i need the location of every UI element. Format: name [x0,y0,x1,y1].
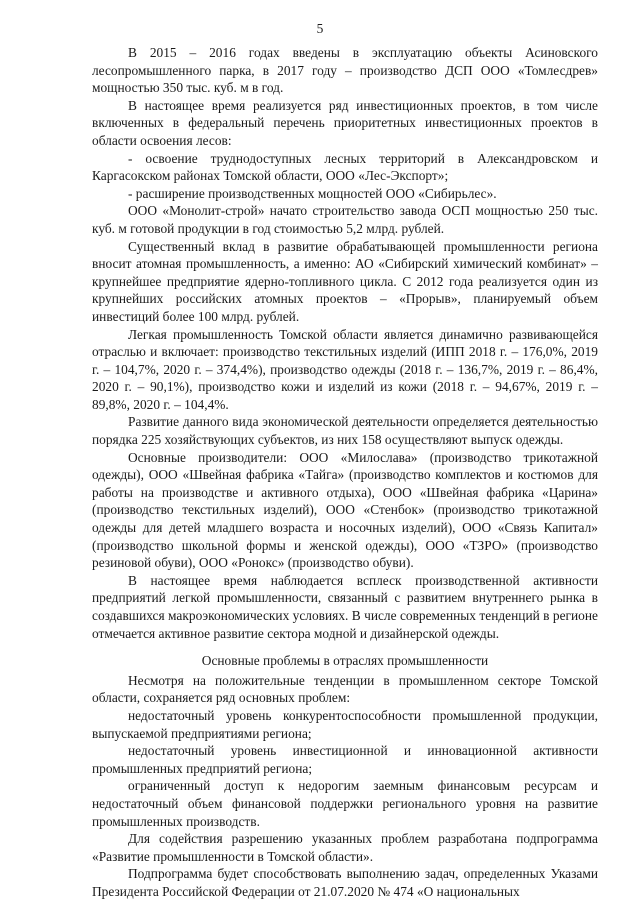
paragraph-presidential-decrees: Подпрограмма будет способствовать выполнению задач, определенных Указами Президента Российской Федерации от 21.07.2020 № 474 «О национальных [92,866,598,899]
list-item-les-export: - освоение труднодоступных лесных территорий в Александровском и Каргасокском районах Томской области, ООО «Лес-Экспорт»; [92,150,598,184]
paragraph-investment-projects: В настоящее время реализуется ряд инвестиционных проектов, в том числе включенных в федеральный перечень приоритетных инвестиционных проектов в области освоения лесов: [92,97,598,148]
document-body [92,44,598,901]
problem-competitiveness: недостаточный уровень конкурентоспособности промышленной продукции, выпускаемой предприятиями региона; [92,707,598,741]
paragraph-light-industry: Легкая промышленность Томской области является динамично развивающейся отраслью и включает: производство текстильных изделий (ИПП 2018 г. – 176,0%, 2019 г. – 104,7%, 2020 г. – 374,4%), производство одежды (2018 г. – 136,7%, 2019 г. – 86,4%, 2020 г. – 90,1%), производство кожи и изделий из кожи (2018 г. – 94,67%, 2019 г. – 89,8%, 2020 г. – 104,4%. [92,326,598,412]
paragraph-activity-surge: В настоящее время наблюдается всплеск производственной активности предприятий легкой промышленности, связанный с развитием внутреннего рынка в создавшихся макроэкономических условиях. В числе современных тенденций в регионе отмечается активное развитие сектора модной и дизайнерской одежды. [92,572,598,641]
section-heading: Основные проблемы в отраслях промышленности [201,653,489,669]
paragraph-atomic-industry: Существенный вклад в развитие обрабатывающей промышленности региона вносит атомная промышленность, а именно: АО «Сибирский химический комбинат» – крупнейшее предприятие ядерно-топливного цикла. С 2012 года реализуется один из крупнейших российских атомных проектов – «Прорыв», планируемый объем инвестиций более 100 млрд. рублей. [92,238,598,324]
paragraph-main-producers: Основные производители: ООО «Милослава» (производство трикотажной одежды), ООО «Швейная фабрика «Тайга» (производство комплектов и костюмов для работы на производстве и активного отдыха), ООО «Швейная фабрика «Царина» (производство текстильных изделий), ООО «Стенбок» (производство трикотажной одежды для детей младшего возраста и носочных изделий), ООО «Связь Капитал» (производство школьной формы и женской одежды), ООО «ТЗРО» (производство резиновой обуви), ООО «Ронокс» (производство обуви). [92,449,598,571]
list-item-sibirles: - расширение производственных мощностей ООО «Сибирьлес». [128,185,497,201]
problem-financing-access: ограниченный доступ к недорогим заемным финансовым ресурсам и недостаточный объем финансовой поддержки регионального уровня на развитие промышленных производств. [92,778,598,829]
paragraph-subprogram: Для содействия разрешению указанных проблем разработана подпрограмма «Развитие промышленности в Томской области». [92,831,598,864]
paragraph-monolit-stroy: ООО «Монолит-строй» начато строительство завода ОСП мощностью 250 тыс. куб. м готовой продукции в год стоимостью 5,2 млрд. рублей. [92,203,598,236]
paragraph-problems-intro: Несмотря на положительные тенденции в промышленном секторе Томской области, сохраняется ряд основных проблем: [92,672,598,706]
problem-investment-activity: недостаточный уровень инвестиционной и инновационной активности промышленных предприятий региона; [92,743,598,776]
paragraph-business-entities: Развитие данного вида экономической деятельности определяется деятельностью порядка 225 хозяйствующих субъектов, из них 158 осуществляют выпуск одежды. [92,414,598,448]
page-number: 5 [316,21,324,36]
paragraph-asino-park: В 2015 – 2016 годах введены в эксплуатацию объекты Асиновского лесопромышленного парка, в 2017 году – производство ДСП ООО «Томлесдрев» мощностью 350 тыс. куб. м в год. [92,45,598,96]
